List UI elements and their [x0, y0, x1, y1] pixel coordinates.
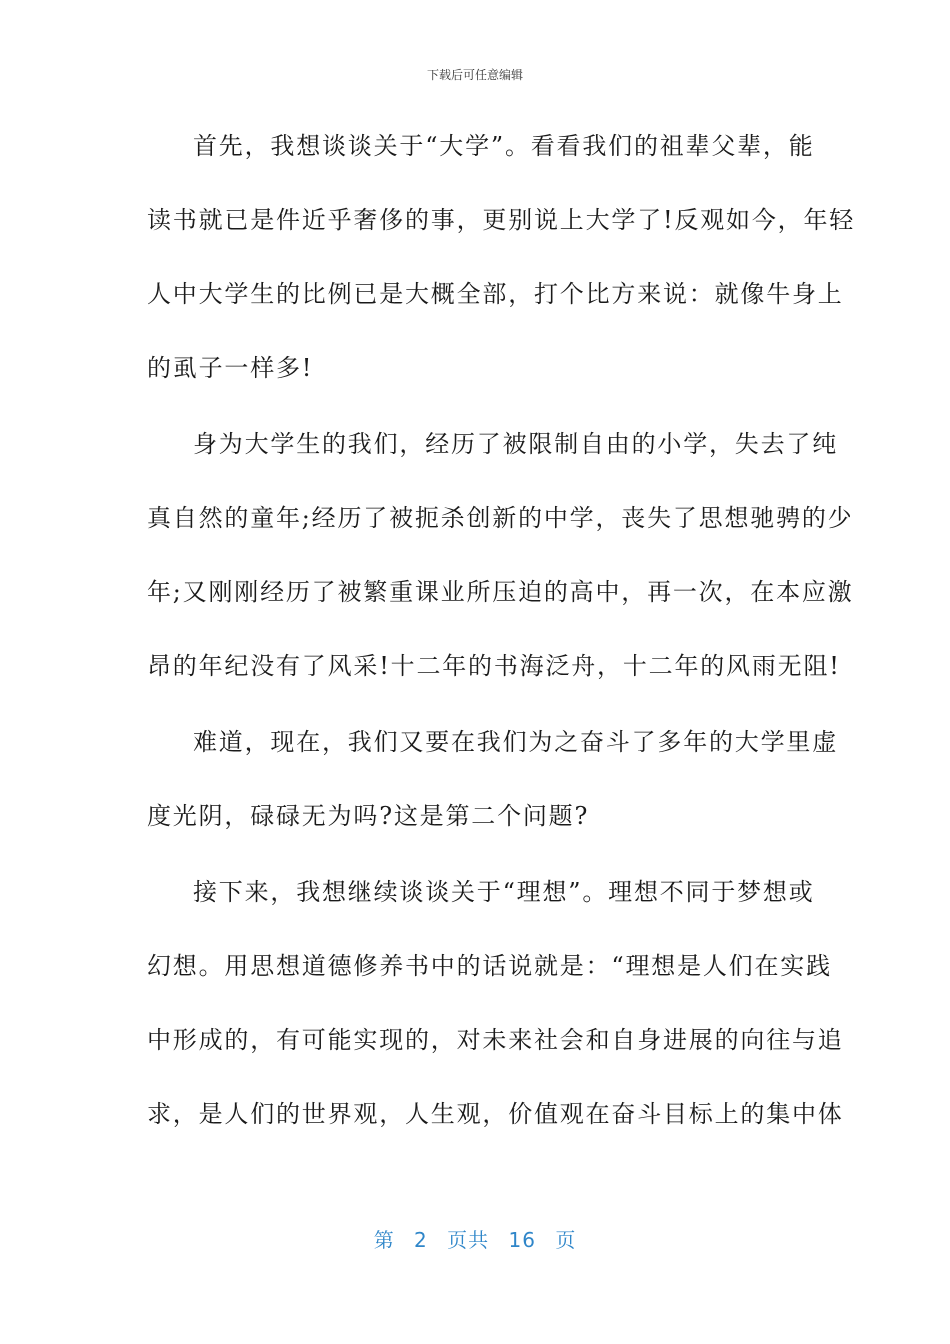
total-pages: 16	[508, 1228, 536, 1252]
footer-prefix: 第	[373, 1228, 395, 1252]
paragraph-1-line-3: 人中大学生的比例已是大概全部，打个比方来说：就像牛身上	[147, 280, 844, 308]
paragraph-2-line-4: 昂的年纪没有了风采!十二年的书海泛舟，十二年的风雨无阻!	[147, 652, 841, 680]
paragraph-1-line-2: 读书就已是件近乎奢侈的事，更别说上大学了!反观如今，年轻	[147, 206, 856, 234]
page-footer	[0, 1224, 950, 1253]
paragraph-1-line-4: 的虱子一样多!	[147, 354, 314, 382]
paragraph-3-line-2: 度光阴，碌碌无为吗?这是第二个问题?	[147, 802, 590, 830]
paragraph-2-line-3: 年;又刚刚经历了被繁重课业所压迫的高中，再一次，在本应激	[147, 578, 854, 606]
paragraph-2-line-1: 身为大学生的我们，经历了被限制自由的小学，失去了纯	[193, 430, 838, 458]
paragraph-4-line-4: 求，是人们的世界观，人生观，价值观在奋斗目标上的集中体	[147, 1100, 844, 1128]
paragraph-4-line-3: 中形成的，有可能实现的，对未来社会和自身进展的向往与追	[147, 1026, 844, 1054]
current-page-number: 2	[414, 1228, 428, 1252]
footer-suffix: 页	[555, 1228, 577, 1252]
paragraph-1-line-1: 首先，我想谈谈关于“大学”。看看我们的祖辈父辈，能	[193, 132, 815, 160]
paragraph-4-line-1: 接下来，我想继续谈谈关于“理想”。理想不同于梦想或	[193, 878, 815, 906]
paragraph-3-line-1: 难道，现在，我们又要在我们为之奋斗了多年的大学里虚	[193, 728, 838, 756]
footer-mid: 页共	[447, 1228, 490, 1252]
page-header: 下载后可任意编辑	[426, 68, 523, 82]
paragraph-4-line-2: 幻想。用思想道德修养书中的话说就是：“理想是人们在实践	[147, 952, 832, 980]
paragraph-2-line-2: 真自然的童年;经历了被扼杀创新的中学，丧失了思想驰骋的少	[147, 504, 854, 532]
